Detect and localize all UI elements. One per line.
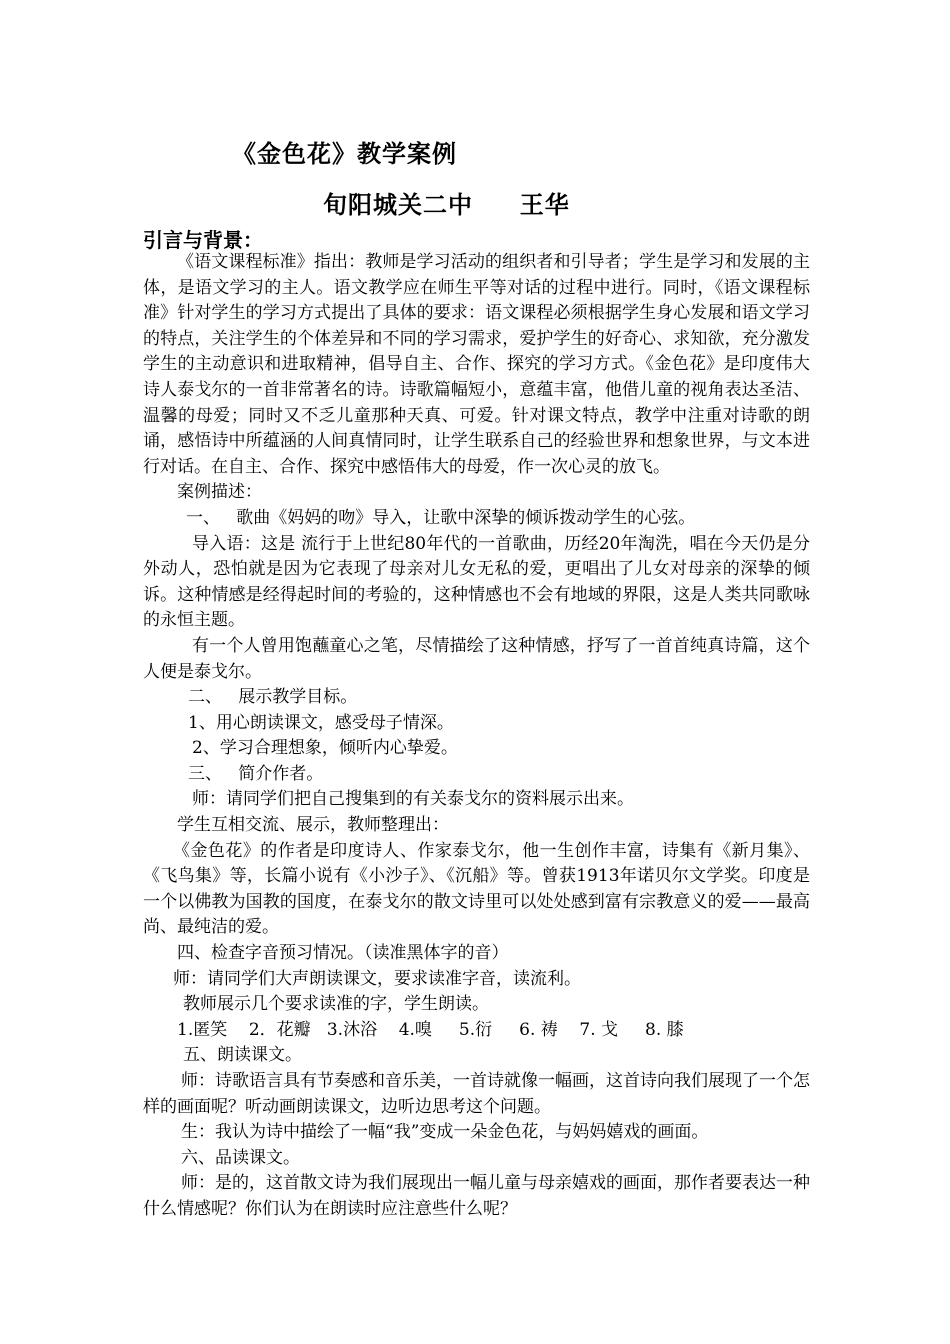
paragraph-show-chars: 教师展示几个要求读准的字，学生朗读。 xyxy=(183,994,489,1015)
paragraph-goal-1: 1、用心朗读课文，感受母子情深。 xyxy=(188,712,454,733)
paragraph-step-3: 三、 简介作者。 xyxy=(188,763,324,784)
paragraph-author-bio: 《金色花》的作者是印度诗人、作家泰戈尔，他一生创作丰富，诗集有《新月集》、《飞鸟集》等，长篇小说有《小沙子》、《沉船》等。曾获1913年诺贝尔文学奖。印度是一个以佛教为国教的国度，在泰戈尔的散文诗里可以处处感到富有宗教意义的爱——最高尚、最纯洁的爱。 xyxy=(143,840,810,938)
paragraph-char-list: 1.匿笑 2．花瓣 3.沐浴 4.嗅 5.衍 6. 祷 7. 戈 8. 膝 xyxy=(177,1019,684,1040)
document-body xyxy=(143,250,810,1223)
paragraph-case-heading: 案例描述： xyxy=(177,482,262,503)
paragraph-students-share: 学生互相交流、展示，教师整理出： xyxy=(177,815,449,836)
paragraph-poem-picture: 师：诗歌语言具有节奏感和音乐美，一首诗就像一幅画，这首诗向我们展现了一个怎样的画面呢？听动画朗读课文，边听边思考这个问题。 xyxy=(143,1071,810,1117)
paragraph-step-5: 五、朗读课文。 xyxy=(183,1045,302,1066)
paragraph-step-2: 二、 展示教学目标。 xyxy=(188,687,358,708)
paragraph-emotion-question: 师：是的，这首散文诗为我们展现出一幅儿童与母亲嬉戏的画面，那作者要表达一种什么情感呢？你们认为在朗读时应注意些什么呢？ xyxy=(143,1173,810,1219)
section-heading: 引言与背景： xyxy=(143,228,263,252)
paragraph-intro-words: 导入语：这是 流行于上世纪80年代的一首歌曲，历经20年淘洗，唱在今天仍是分外动人，恐怕就是因为它表现了母亲对儿女无私的爱，更唱出了儿女对母亲的深挚的倾诉。这种情感是经得起时间的考验的，这种情感也不会有地域的界限，这是人类共同歌咏的永恒主题。 xyxy=(143,533,810,631)
document-title: 《金色花》教学案例 xyxy=(232,140,457,168)
paragraph-step-6: 六、品读课文。 xyxy=(181,1147,300,1168)
paragraph-student-answer: 生：我认为诗中描绘了一幅“我”变成一朵金色花，与妈妈嬉戏的画面。 xyxy=(181,1122,709,1143)
author-line: 旬阳城关二中 王华 xyxy=(323,191,570,219)
paragraph-tagore: 有一个人曾用饱蘸童心之笔，尽情描绘了这种情感，抒写了一首首纯真诗篇，这个人便是泰戈尔。 xyxy=(143,635,810,682)
paragraph-teacher-request: 师：请同学们把自己搜集到的有关泰戈尔的资料展示出来。 xyxy=(192,789,634,810)
paragraph-step-1: 一、 歌曲《妈妈的吻》导入，让歌中深挚的倾诉拨动学生的心弦。 xyxy=(186,507,696,528)
paragraph-step-4: 四、检查字音预习情况。（读准黑体字的音） xyxy=(177,943,509,964)
paragraph-read-aloud: 师：请同学们大声朗读课文，要求读准字音，读流利。 xyxy=(173,968,581,989)
paragraph-goal-2: 2、学习合理想象，倾听内心挚爱。 xyxy=(192,738,458,759)
paragraph-intro: 《语文课程标准》指出：教师是学习活动的组织者和引导者；学生是学习和发展的主体，是语文学习的主人。语文教学应在师生平等对话的过程中进行。同时，《语文课程标准》针对学生的学习方式提出了具体的要求：语文课程必须根据学生身心发展和语文学习的特点，关注学生的个体差异和不同的学习需求，爱护学生的好奇心、求知欲，充分激发学生的主动意识和进取精神，倡导自主、合作、探究的学习方式。《金色花》是印度伟大诗人泰戈尔的一首非常著名的诗。诗歌篇幅短小，意蕴丰富，他借儿童的视角表达圣洁、温馨的母爱；同时又不乏儿童那种天真、可爱。针对课文特点，教学中注重对诗歌的朗诵，感悟诗中所蕴涵的人间真情同时，让学生联系自己的经验世界和想象世界，与文本进行对话。在自主、合作、探究中感悟伟大的母爱，作一次心灵的放飞。 xyxy=(143,252,810,477)
